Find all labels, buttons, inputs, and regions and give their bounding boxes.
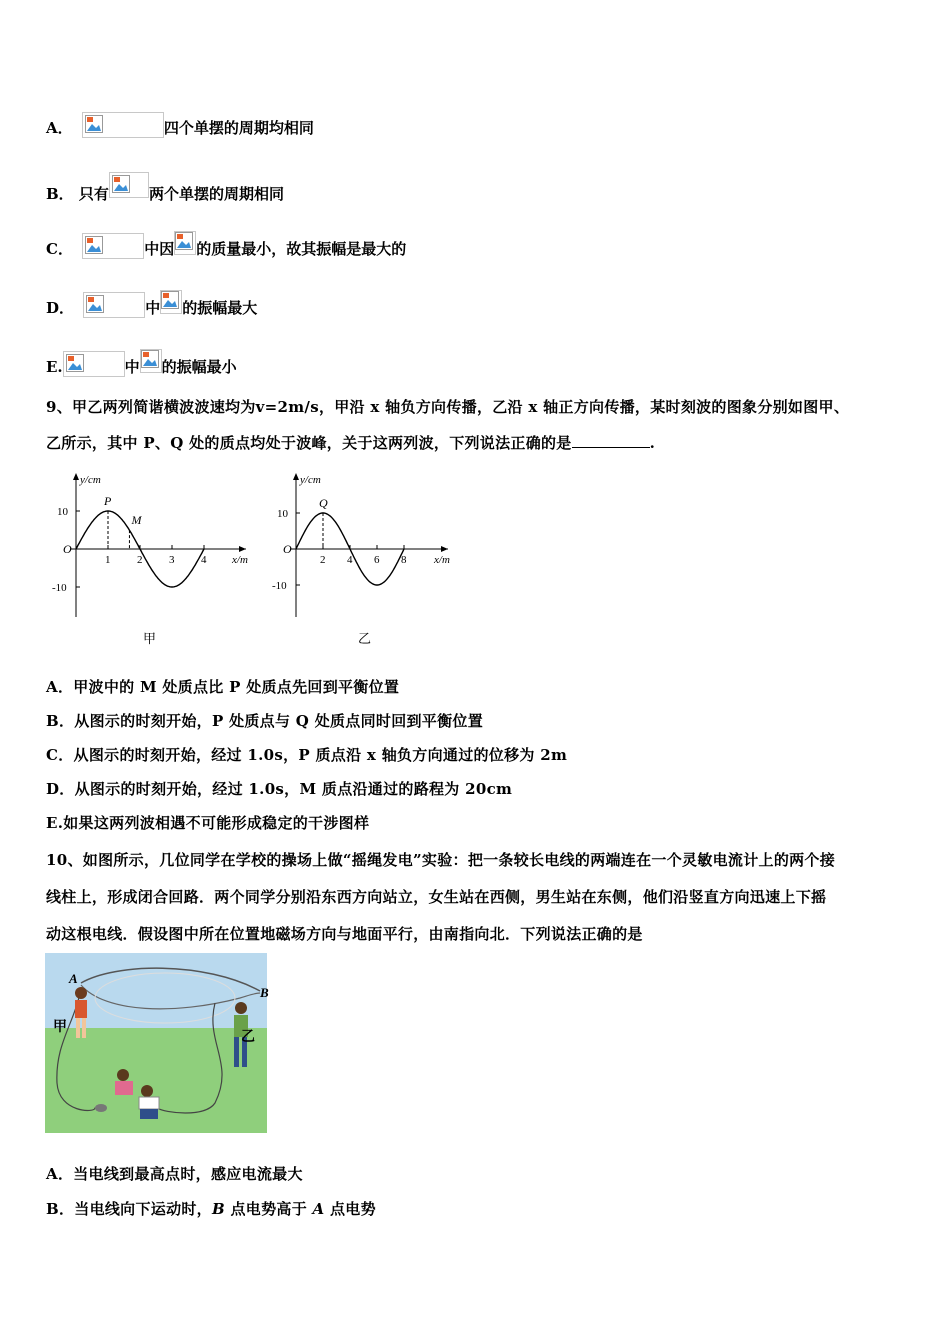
q8-option-c: C． 中因 的质量最小，故其振幅是最大的 (46, 231, 406, 259)
q9-option-a: A．甲波中的 M 处质点比 P 处质点先回到平衡位置 (46, 678, 400, 696)
rope-generator-illustration (45, 953, 267, 1133)
y-tick-label: 10 (277, 508, 288, 520)
y-tick-label: -10 (52, 582, 67, 594)
q9-option-c: C．从图示的时刻开始，经过 1.0s，P 质点沿 x 轴负方向通过的位移为 2m (46, 746, 568, 764)
peak-label: Q (319, 496, 328, 510)
y-tick-label: 10 (57, 506, 68, 518)
q10-option-b: B．当电线向下运动时，B 点电势高于 A 点电势 (46, 1200, 376, 1218)
y-tick-label: -10 (272, 580, 287, 592)
broken-image-icon (109, 172, 149, 198)
origin-label: O (63, 542, 72, 556)
x-tick-label: 6 (374, 554, 380, 566)
y-axis-label: y/cm (80, 474, 101, 486)
q9-option-b: B．从图示的时刻开始，P 处质点与 Q 处质点同时回到平衡位置 (46, 712, 483, 730)
wave-chart-jia (40, 465, 250, 645)
q9-option-d: D．从图示的时刻开始，经过 1.0s，M 质点沿通过的路程为 20cm (46, 780, 513, 798)
galvanometer-icon (95, 1104, 107, 1112)
peak-label: P (104, 494, 112, 508)
answer-blank (572, 433, 650, 448)
x-tick-label: 2 (137, 554, 143, 566)
q8-option-a: A． 四个单摆的周期均相同 (46, 112, 314, 138)
x-tick-label: 1 (105, 554, 111, 566)
label-jia: 甲 (53, 1020, 67, 1035)
x-tick-label: 4 (347, 554, 353, 566)
x-tick-label: 3 (169, 554, 175, 566)
y-axis-label: y/cm (300, 474, 321, 486)
point-m-label: M (131, 513, 142, 528)
q10-option-a: A．当电线到最高点时，感应电流最大 (46, 1165, 303, 1183)
q8-option-d: D． 中 的振幅最大 (46, 290, 257, 318)
origin-label: O (283, 542, 292, 556)
x-axis-arrow (239, 546, 246, 552)
broken-image-icon (82, 233, 144, 259)
x-axis-label: x/m (232, 554, 248, 566)
q9-option-e: E.如果这两列波相遇不可能形成稳定的干涉图样 (46, 814, 370, 832)
label-a: A (69, 971, 78, 986)
x-tick-label: 8 (401, 554, 407, 566)
q8-option-b: B． 只有 两个单摆的周期相同 (46, 172, 284, 204)
chart-jia-caption: 甲 (143, 632, 157, 647)
x-axis-label: x/m (434, 554, 450, 566)
label-b: B (260, 985, 269, 1000)
wave-chart-yi (262, 465, 452, 645)
label-yi: 乙 (241, 1030, 255, 1045)
broken-image-icon (160, 290, 182, 314)
chart-yi-caption: 乙 (358, 632, 372, 647)
q10-options (46, 1157, 906, 1227)
q9-options (46, 670, 906, 840)
q9-stem: 9、甲乙两列简谐横波波速均为v=2m/s，甲沿 x 轴负方向传播，乙沿 x 轴正方向传播，某时刻波的图象分别如图甲、 乙所示，其中 P、Q 处的质点均处于波峰，关于这两列波，下列说法正确的是 . (46, 398, 850, 452)
y-axis-arrow (73, 473, 79, 480)
broken-image-icon (174, 231, 196, 255)
broken-image-icon (82, 112, 164, 138)
x-tick-label: 2 (320, 554, 326, 566)
q8-option-e: E. 中 的振幅最小 (46, 349, 237, 377)
broken-image-icon (140, 349, 162, 373)
q10-stem: 10、如图所示，几位同学在学校的操场上做“摇绳发电”实验：把一条较长电线的两端连在一个灵敏电流计上的两个接 线柱上，形成闭合回路．两个同学分别沿东西方向站立，女生站在西侧，男生站在东侧，他们沿竖直方向迅速上下摇 动这根电线．假设图中所在位置地磁场方向与地面平行，由南指向北．下列说法正确的是 (46, 851, 836, 943)
x-axis-arrow (441, 546, 448, 552)
x-tick-label: 4 (201, 554, 207, 566)
y-axis-arrow (293, 473, 299, 480)
broken-image-icon (63, 351, 125, 377)
broken-image-icon (83, 292, 145, 318)
